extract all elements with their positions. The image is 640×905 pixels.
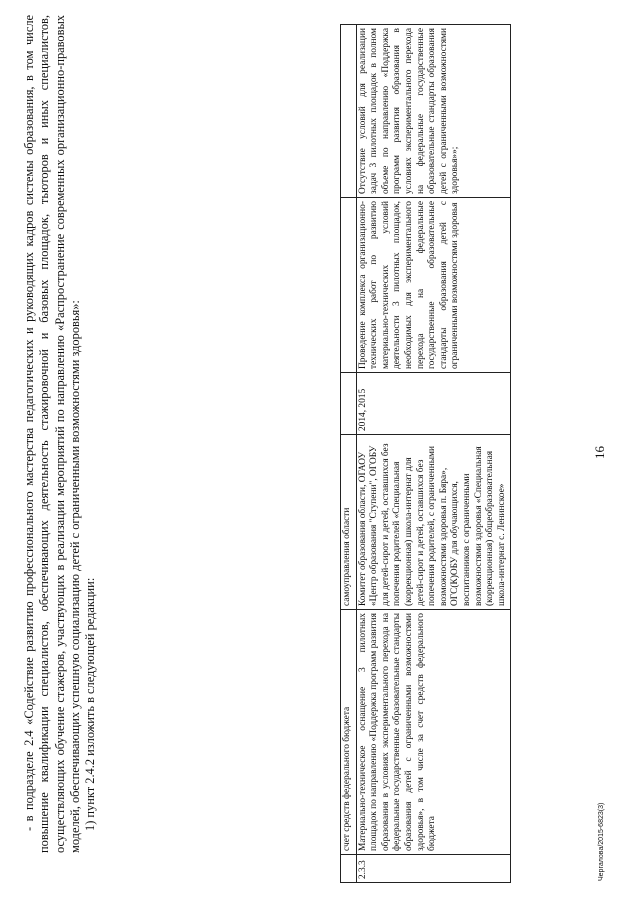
page-number: 16 xyxy=(592,446,607,459)
table-header-continuation-row xyxy=(341,25,357,883)
row-number: 2.3.3 xyxy=(356,855,511,883)
paragraph-subsection-2-4: - в подразделе 2.4 «Содействие развитию профессионального мастерства педагогических и руководящих кадров системы образования, в том числе повышение квалификации специалистов, обеспечивающих деятельность стажировочной и базовых площадок, тьюторов и иных специалистов, осуществляющих обучение стажеров, участвующих в реализации мероприятий по направлению «Распространение современных организационно-правовых моделей, обеспечивающих успешную социализацию детей с ограниченными возможностями здоровья»: xyxy=(22,15,82,853)
row-measure: Материально-техническое оснащение 3 пилотных площадок по направлению «Поддержка программ развития образования в условиях экспериментального перехода на федеральные государственные образовательные стандарты образования детей с ограниченными возможностями здоровья», в том числе за счет средств федерального бюджета xyxy=(356,610,511,855)
table-cell xyxy=(341,373,357,435)
row-period: 2014, 2015 xyxy=(356,373,511,435)
table-cell-executors-continuation: самоуправления области xyxy=(341,435,357,610)
body-text xyxy=(22,15,98,853)
row-consequence: Отсутствие условий для реализации задач 3 пилотных площадок в полном объеме по направлению «Поддержка программ развития образования в условиях экспериментального перехода на федеральные государственные образовательные стандарты образования детей с ограниченными возможностями здоровья»»; xyxy=(356,25,511,198)
row-executors: Комитет образования области, ОГАОУ «Центр образования "Ступени", ОГОБУ для детей-сирот и детей, оставшихся без попечения родителей «Специальная (коррекционная) школа-интернат для детей-сирот и детей, оставшихся без попечения родителей, с ограниченными возможностями здоровья п. Бяра», ОГС(К)ОБУ для обучающихся, воспитанников с ограниченными возможностями здоровья «Специальная (коррекционная) общеобразовательная школа-интернат с. Ленинское» xyxy=(356,435,511,610)
table-cell-measure-continuation: счет средств федерального бюджета xyxy=(341,610,357,855)
table-cell xyxy=(341,855,357,883)
table-cell xyxy=(341,25,357,198)
table-cell xyxy=(341,198,357,373)
document-code: Чергалова/2015-6823(3) xyxy=(598,802,605,881)
paragraph-item-2-4-2: 1) пункт 2.4.2 изложить в следующей редакции: xyxy=(83,577,98,831)
measures-table xyxy=(340,24,511,883)
table-row xyxy=(356,25,511,883)
row-result: Проведение комплекса организационно-технических работ по развитию материально-технических условий деятельности 3 пилотных площадок, необходимых для экспериментального перехода на федеральные государственные образовательные стандарты образования детей с ограниченными возможностями здоровья xyxy=(356,198,511,373)
